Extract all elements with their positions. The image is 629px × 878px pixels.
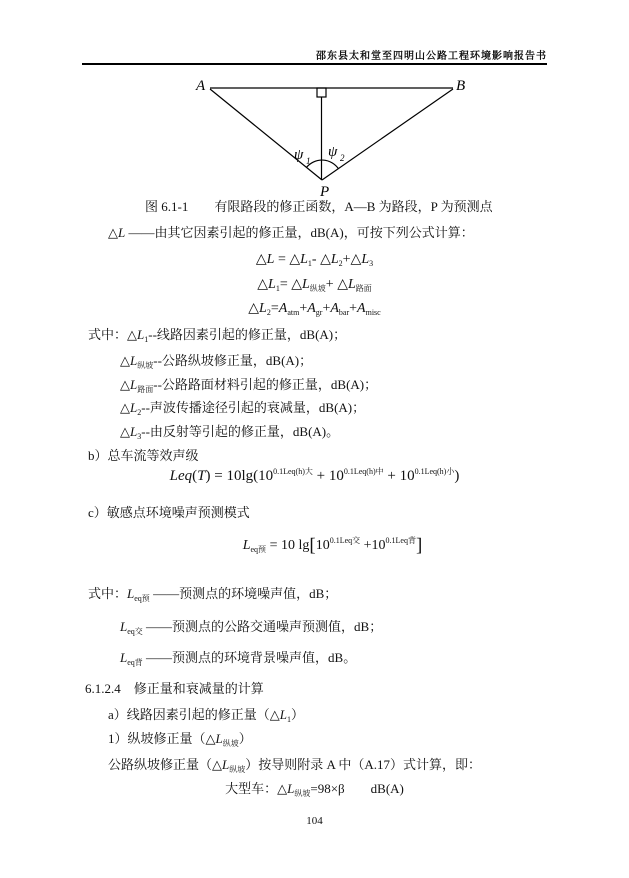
where-clause-grade: $\triangle L_{纵坡}--$公路纵坡修正量，dB(A)；	[120, 353, 313, 370]
item-a-heading: a）线路因素引起的修正量$(\triangle L_1)$	[108, 707, 305, 724]
grade-correction-text: 公路纵坡修正量$(\triangle L_{纵坡})$按导则附录 A 中（A.17）式计算，即：	[108, 757, 482, 774]
large-vehicle-formula: 大型车：$\triangle L_{纵坡}=98\times\beta$ dB(A)	[225, 781, 404, 798]
point-p-label: P	[320, 184, 330, 200]
angle-psi2-subscript: 2	[340, 153, 345, 163]
where-clause-delta-l3: $\triangle L_3--$由反射等引起的修正量，dB(A)。	[120, 424, 340, 441]
where-clause-leq-background: $L_{eq背}$ ——预测点的环境背景噪声值，dB。	[120, 650, 357, 667]
item-b-heading: b）总车流等效声级	[88, 448, 199, 463]
line-b-to-p	[322, 89, 453, 180]
formula-delta-l2: $\triangle L_2=A_{atm}+A_{gr}+A_{bar}+A_{misc}$	[248, 301, 381, 317]
right-angle-mark	[317, 88, 326, 97]
where-clause-delta-l2: $\triangle L_2--$声波传播途径引起的衰减量，dB(A)；	[120, 400, 366, 417]
figure-caption: 图 6.1-1 有限路段的修正函数，A—B 为路段，P 为预测点	[145, 199, 493, 214]
angle-psi2-label: ψ	[328, 144, 338, 160]
item-1-heading: 1）纵坡修正量$(\triangle L_{纵坡})$	[108, 731, 252, 748]
where-clause-leq-pre: 式中：$L_{eq预}$ ——预测点的环境噪声值，dB；	[88, 586, 338, 603]
where-clause-delta-l1: 式中：$\triangle L_1--$线路因素引起的修正量，dB(A)；	[88, 327, 347, 344]
line-a-to-p	[210, 89, 322, 180]
where-clause-leq-traffic: $L_{eq交}$ ——预测点的公路交通噪声预测值，dB；	[120, 619, 383, 636]
angle-psi1-subscript: 1	[306, 156, 311, 166]
delta-l-definition: △L ——由其它因素引起的修正量，dB(A)，可按下列公式计算：	[108, 225, 474, 240]
point-a-label: A	[196, 78, 206, 94]
angle-arc	[307, 160, 339, 169]
formula-leq-prediction: $L_{eq预} = 10$ $\lg[10^{0.1Leq交} +10^{0.1Leq背}]$	[242, 535, 423, 556]
header-rule	[82, 63, 547, 65]
item-c-heading: c）敏感点环境噪声预测模式	[88, 505, 250, 520]
header-title: 邵东县太和堂至四明山公路工程环境影响报告书	[316, 51, 547, 62]
formula-delta-l-total: △L = $\triangle L_1-$ $\triangle L_2+\triangle L_3$	[255, 252, 374, 268]
formula-delta-l1: $\triangle L_1=$ $\triangle L_{纵坡}+$ $\triangle L_{路面}$	[257, 277, 372, 293]
page-number: 104	[306, 815, 323, 827]
formula-leq-total: $Leq(T) = 10\lg(10^{0.1Leq(h)大} + 10^{0.1Leq(h)中} + 10^{0.1Leq(h)小})$	[169, 467, 460, 484]
road-segment-diagram	[180, 73, 480, 201]
where-clause-pavement: $\triangle L_{路面}--$公路路面材料引起的修正量，dB(A)；	[120, 377, 378, 394]
section-heading-6124: 6.1.2.4 修正量和衰减量的计算	[85, 681, 264, 696]
point-b-label: B	[456, 78, 466, 94]
angle-psi1-label: ψ	[294, 147, 304, 163]
